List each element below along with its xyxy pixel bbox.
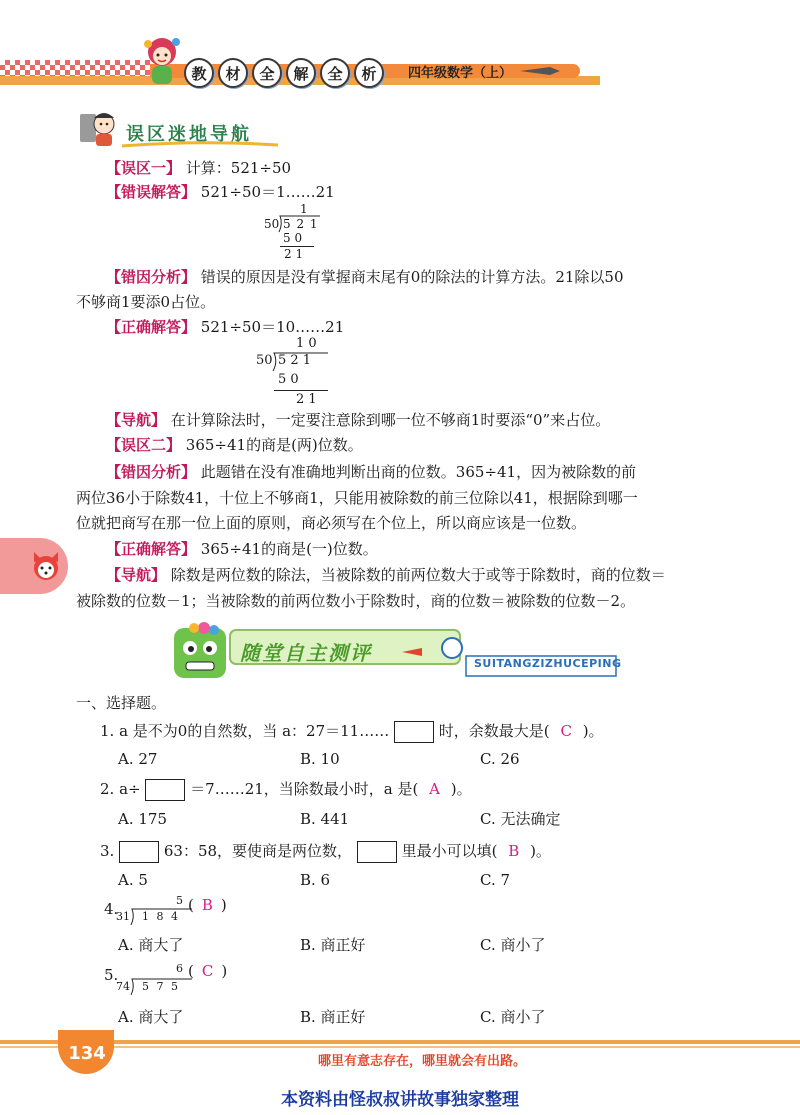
fox-face-icon [30,548,62,582]
wrong-answer-tag: 【错误解答】 [106,183,197,201]
question-2-answer: A [429,780,440,798]
quiz-banner [170,622,620,684]
error2-line [106,434,363,456]
wrong-answer-text: 521÷50＝1……21 [200,183,335,201]
q3-option-c: C. 7 [480,871,511,889]
nav1-line [106,409,610,431]
ld-remainder: 2 1 [284,247,304,261]
right2-line [106,538,378,560]
question-4-answer-line: ( B ) [188,896,227,914]
ld-quotient: 1 [300,202,308,216]
q2-option-b: B. 441 [300,810,350,828]
section-title: 误区迷地导航 [126,124,252,145]
right-answer-text: 521÷50＝10……21 [200,318,345,336]
nav1-tag: 【导航】 [106,411,167,429]
ld-dividend: 5 2 1 [278,353,312,368]
q4-divisor: 31 [116,910,130,923]
error2-tag: 【误区二】 [106,436,182,454]
answer-box [145,779,185,801]
ld-remainder: 2 1 [296,392,317,407]
question-1-text-cont: 时，余数最大是( [438,722,550,740]
q2-option-c: C. 无法确定 [480,810,561,828]
banner-subtitle: SUITANGZIZHUCEPING [474,657,622,670]
question-5-answer: C [201,962,214,980]
ld-divisor: 50 [256,353,273,368]
q4-dividend: 1 8 4 [142,910,180,923]
right-answer-line [106,316,344,338]
banner-title: 随堂自主测评 [240,641,372,665]
long-division-correct [256,336,346,412]
question-3-answer: B [508,842,520,860]
error1-tag: 【误区一】 [106,159,182,177]
page-number: 134 [68,1043,106,1064]
question-3-end: )。 [530,842,551,860]
footer-stripe [0,1040,800,1044]
title-char: 全 [252,58,282,88]
title-char: 全 [320,58,350,88]
right2-text: 365÷41的商是(一)位数。 [200,540,378,558]
question-3-text: 63：58，要使商是两位数， [163,842,353,860]
wrong-answer-line [106,181,335,203]
nav2-line1 [106,564,666,586]
right-answer-tag: 【正确解答】 [106,318,197,336]
q5-option-c: C. 商小了 [480,1008,546,1026]
book-title [184,58,384,88]
grade-subtitle: 四年级数学（上） [408,66,513,81]
q4-quotient: 5 [176,894,183,907]
title-char: 材 [218,58,248,88]
cause2-text: 此题错在没有准确地判断出商的位数。365÷41，因为被除数的前 [200,463,637,481]
ld-dividend: 5 2 1 [283,217,319,231]
question-3-text-cont: 里最小可以填( [401,842,498,860]
nav2-tag: 【导航】 [106,566,167,584]
nav1-text: 在计算除法时，一定要注意除到哪一位不够商1时要添“0”来占位。 [170,411,611,429]
q5-option-a: A. 商大了 [118,1008,184,1026]
question-4-num: 4. [104,900,119,918]
q5-quotient: 6 [176,962,183,975]
question-2-end: )。 [450,780,472,798]
question-1-answer: C [560,722,572,740]
long-division-wrong [264,202,324,262]
question-1-text: 1. a 是不为0的自然数，当 a：27＝11…… [100,722,390,740]
q4-option-c: C. 商小了 [480,936,546,954]
answer-box [394,721,434,743]
cause2-line1 [106,461,636,483]
q1-option-a: A. 27 [118,750,158,768]
error1-text: 计算：521÷50 [185,159,292,177]
question-2-text: 2. a÷ [100,780,141,798]
title-char: 析 [354,58,384,88]
cause2-line2: 两位36小于除数41，十位上不够商1，只能用被除数的前三位除以41，根据除到哪一 [76,489,638,507]
question-4-answer: B [201,896,213,914]
question-2 [100,778,472,801]
cause1-text: 错误的原因是没有掌握商末尾有0的除法的计算方法。21除以50 [200,268,624,286]
cause1-line2: 不够商1要添0占位。 [76,293,216,311]
question-3-num: 3. [100,842,115,860]
title-char: 教 [184,58,214,88]
question-5-num: 5. [104,966,119,984]
question-2-text-cont: ＝7……21，当除数最小时，a 是( [190,780,419,798]
q5-divisor: 74 [116,980,130,993]
q1-option-b: B. 10 [300,750,340,768]
title-char: 解 [286,58,316,88]
error2-text: 365÷41的商是(两)位数。 [185,436,363,454]
q3-option-b: B. 6 [300,871,331,889]
right2-tag: 【正确解答】 [106,540,197,558]
quiz-heading: 一、选择题。 [76,694,167,712]
cause2-line3: 位就把商写在那一位上面的原则，商必须写在个位上，所以商应该是一位数。 [76,514,587,532]
header-arrow-icon [520,66,560,76]
cause2-tag: 【错因分析】 [106,463,197,481]
title-underline [120,140,280,150]
boy-reading-icon [76,108,118,148]
nav2-line2: 被除数的位数－1；当被除数的前两位数小于除数时，商的位数＝被除数的位数－2。 [76,592,636,610]
question-5-answer-line: ( C ) [188,962,228,980]
footer-motto: 哪里有意志存在，哪里就会有出路。 [318,1054,527,1069]
ld-subtrahend: 5 0 [283,231,303,245]
ld-subtrahend: 5 0 [278,372,299,387]
q5-option-b: B. 商正好 [300,1008,366,1026]
q1-option-c: C. 26 [480,750,520,768]
mascot-girl-icon [138,34,186,92]
footer-stripe-thin [0,1046,800,1048]
question-1-end: )。 [582,722,604,740]
answer-box [357,841,397,863]
cause1-tag: 【错因分析】 [106,268,197,286]
q4-option-b: B. 商正好 [300,936,366,954]
error1-line [106,157,291,179]
ld-divisor: 50 [264,217,280,231]
nav2-text: 除数是两位数的除法，当被除数的前两位数大于或等于除数时，商的位数＝ [170,566,666,584]
footer-credit: 本资料由怪叔叔讲故事独家整理 [281,1090,519,1110]
q2-option-a: A. 175 [118,810,167,828]
ld-rule [274,390,328,391]
q3-option-a: A. 5 [118,871,148,889]
question-3 [100,840,551,863]
answer-box [119,841,159,863]
q5-dividend: 5 7 5 [142,980,180,993]
question-1 [100,720,604,743]
ld-quotient: 1 0 [296,336,317,351]
q4-option-a: A. 商大了 [118,936,184,954]
cause1-line1 [106,266,624,288]
